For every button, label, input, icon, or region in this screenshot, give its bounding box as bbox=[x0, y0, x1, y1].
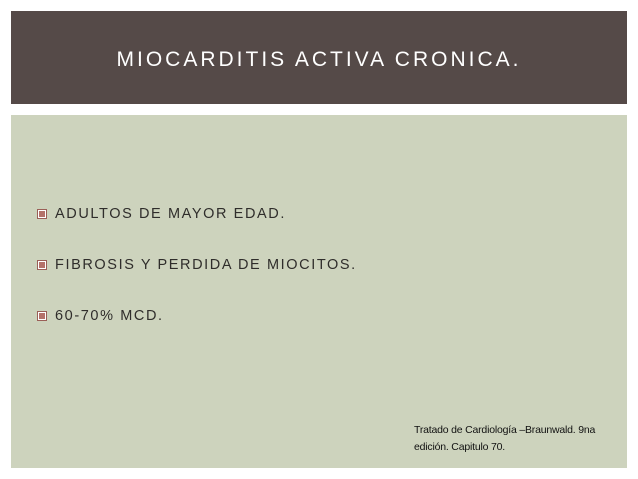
title-bar bbox=[11, 11, 627, 104]
citation-line: Tratado de Cardiología –Braunwald. 9na bbox=[414, 424, 596, 436]
square-bullet-icon bbox=[38, 210, 46, 218]
bullet-item bbox=[38, 305, 357, 327]
bullet-text: ADULTOS DE MAYOR EDAD. bbox=[55, 206, 286, 222]
citation bbox=[414, 422, 614, 456]
bullet-item bbox=[38, 203, 357, 225]
bullet-text: 60-70% MCD. bbox=[55, 308, 164, 324]
citation-line: edición. Capitulo 70. bbox=[414, 441, 505, 453]
slide-title: MIOCARDITIS ACTIVA CRONICA. bbox=[116, 47, 522, 71]
square-bullet-icon bbox=[38, 261, 46, 269]
content-panel bbox=[11, 115, 627, 468]
bullet-list bbox=[38, 203, 357, 356]
bullet-item bbox=[38, 254, 357, 276]
square-bullet-icon bbox=[38, 312, 46, 320]
bullet-text: FIBROSIS Y PERDIDA DE MIOCITOS. bbox=[55, 257, 357, 273]
